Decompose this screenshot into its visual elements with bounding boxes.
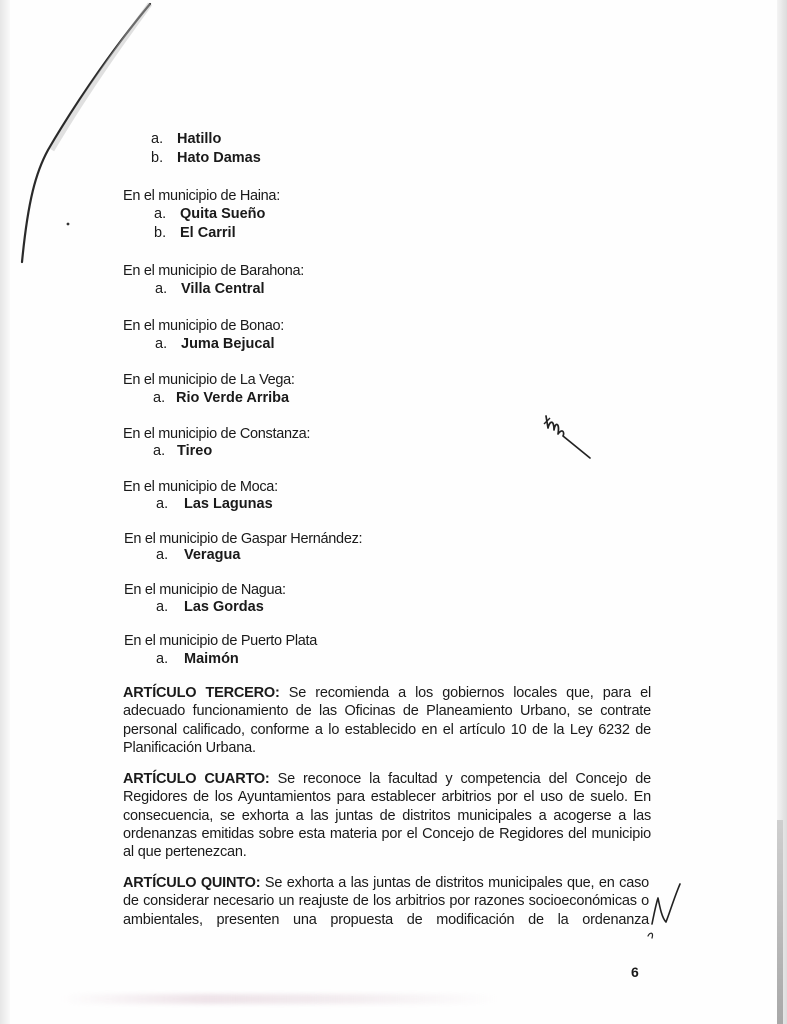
location-name: Tireo — [177, 443, 213, 459]
handwritten-initials-mark — [538, 410, 598, 462]
list-marker: b. — [154, 225, 167, 241]
municipality-heading: En el municipio de Barahona: — [123, 263, 305, 279]
list-marker: a. — [154, 206, 167, 222]
article-label: ARTÍCULO CUARTO: — [123, 771, 270, 787]
list-item — [154, 224, 236, 242]
list-item — [154, 205, 265, 223]
handwritten-signature-mark — [640, 878, 690, 940]
page-number: 6 — [631, 964, 639, 980]
article-label: ARTÍCULO QUINTO: — [123, 875, 261, 891]
list-marker: a. — [153, 443, 166, 459]
location-name: Rio Verde Arriba — [176, 390, 290, 406]
municipality-heading: En el municipio de Nagua: — [124, 582, 286, 598]
article-text: Se exhorta a las juntas de distritos municipales que, en caso de considerar necesario un reajuste de los arbitrios por razones socioeconómicas o ambientales, presenten una propuesta de modificación de la ordenanza — [123, 875, 649, 928]
article-text: Se recomienda a los gobiernos locales que, para el adecuado funcionamiento de las Oficinas de Planeamiento Urbano, se contrate personal calificado, conforme a lo establecido en el artículo 10 de la Ley 6232 de Planificación Urbana. — [123, 685, 651, 756]
article-label: ARTÍCULO TERCERO: — [123, 685, 280, 701]
list-item — [153, 389, 289, 407]
municipality-heading: En el municipio de La Vega: — [123, 372, 295, 388]
location-name: Hatillo — [177, 131, 222, 147]
municipality-heading: En el municipio de Puerto Plata — [124, 633, 318, 649]
list-marker: a. — [156, 651, 169, 667]
list-marker: a. — [153, 390, 166, 406]
article-text: Se reconoce la facultad y competencia del Concejo de Regidores de los Ayuntamientos para establecer arbitrios por el uso de suelo. En consecuencia, se exhorta a las juntas de distritos municipales a acogerse a las ordenanzas emitidas sobre esta materia por el Concejo de Regidores del municipio al que pertenezcan. — [123, 771, 651, 861]
list-item — [156, 495, 273, 513]
list-item — [155, 280, 265, 298]
list-item — [155, 335, 275, 353]
list-marker: a. — [156, 599, 169, 615]
scan-right-shadow — [777, 820, 783, 1024]
municipality-heading: En el municipio de Gaspar Hernández: — [124, 531, 363, 547]
municipality-heading: En el municipio de Moca: — [123, 479, 278, 495]
list-item — [156, 546, 240, 564]
list-item — [151, 130, 221, 148]
list-item — [156, 650, 239, 668]
municipality-heading: En el municipio de Bonao: — [123, 318, 284, 334]
location-name: Villa Central — [181, 281, 265, 297]
article-paragraph — [123, 684, 651, 757]
location-name: Quita Sueño — [180, 206, 266, 222]
location-name: Las Lagunas — [184, 496, 273, 512]
list-item — [151, 149, 261, 167]
article-paragraph — [123, 770, 651, 861]
scan-smudge — [60, 994, 500, 1004]
list-marker: a. — [156, 496, 169, 512]
list-marker: a. — [151, 131, 164, 147]
list-item — [153, 442, 212, 460]
article-paragraph — [123, 874, 649, 929]
page-crease-mark — [0, 0, 160, 270]
location-name: Hato Damas — [177, 150, 261, 166]
location-name: El Carril — [180, 225, 236, 241]
location-name: Veragua — [184, 547, 241, 563]
list-marker: b. — [151, 150, 164, 166]
list-marker: a. — [156, 547, 169, 563]
list-marker: a. — [155, 336, 168, 352]
location-name: Juma Bejucal — [181, 336, 275, 352]
municipality-heading: En el municipio de Constanza: — [123, 426, 311, 442]
list-marker: a. — [155, 281, 168, 297]
municipality-heading: En el municipio de Haina: — [123, 188, 280, 204]
location-name: Maimón — [184, 651, 239, 667]
list-item — [156, 598, 264, 616]
location-name: Las Gordas — [184, 599, 264, 615]
